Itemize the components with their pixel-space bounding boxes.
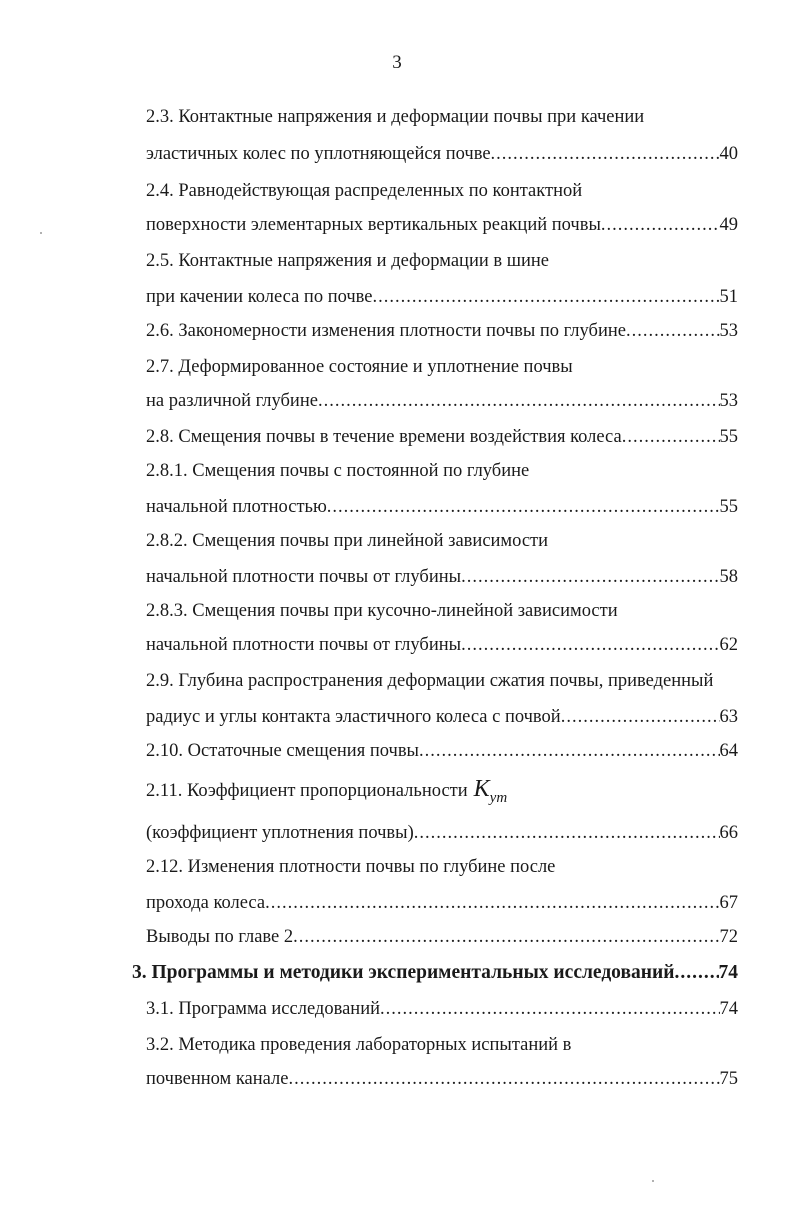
toc-entry-2-8 [146, 424, 738, 450]
toc-entry-text: Выводы по главе 2 [146, 927, 294, 947]
toc-entry-text: поверхности элементарных вертикальных реакций почвы [146, 215, 601, 235]
toc-page-number: 66 [719, 823, 738, 843]
toc-page-number: 74 [719, 999, 738, 1019]
scan-speck [40, 232, 42, 234]
dot-leader [327, 494, 720, 520]
symbol-subscript: ут [489, 789, 508, 806]
toc-entry-text: 2.8. Смещения почвы в течение времени воздействия колеса [146, 427, 622, 447]
toc-entry-2-3-title: 2.3. Контактные напряжения и деформации почвы при качении [146, 107, 645, 127]
dot-leader [491, 141, 720, 167]
toc-entry-text: 3.1. Программа исследований [146, 999, 380, 1019]
toc-page-number: 55 [719, 427, 738, 447]
toc-entry-2-9-title: 2.9. Глубина распространения деформации сжатия почвы, приведенный [146, 671, 714, 691]
toc-page-number: 49 [719, 215, 738, 235]
toc-entry-2-5-title: 2.5. Контактные напряжения и деформации в шине [146, 251, 549, 271]
toc-entry-2-8-2-title: 2.8.2. Смещения почвы при линейной зависимости [146, 531, 549, 551]
toc-entry-2-7-continuation [146, 388, 738, 414]
toc-entry-2-3-continuation [146, 141, 738, 167]
toc-entry-2-11-title [146, 772, 507, 806]
toc-entry-text: прохода колеса [146, 893, 266, 913]
toc-entry-conclusions-ch2 [146, 924, 738, 950]
toc-entry-3-2-title: 3.2. Методика проведения лабораторных испытаний в [146, 1035, 572, 1055]
toc-page-number: 63 [719, 707, 738, 727]
toc-page-number: 74 [718, 962, 738, 983]
toc-entry-text: почвенном канале [146, 1069, 289, 1089]
dot-leader [318, 388, 720, 414]
dot-leader [561, 704, 720, 730]
toc-page-number: 55 [719, 497, 738, 517]
scan-speck [652, 1180, 654, 1182]
k-yn-symbol [473, 776, 508, 806]
dot-leader [461, 632, 719, 658]
page-number: 3 [392, 52, 402, 73]
toc-entry-3-2-continuation [146, 1066, 738, 1092]
toc-entry-text: эластичных колес по уплотняющейся почве [146, 144, 491, 164]
dot-leader [288, 1066, 719, 1092]
toc-entry-2-11-continuation [146, 820, 738, 846]
toc-entry-2-8-2-continuation [146, 564, 738, 590]
dot-leader [674, 960, 718, 986]
toc-entry-text: начальной плотности почвы от глубины [146, 567, 462, 587]
dot-leader [373, 284, 720, 310]
dot-leader [293, 924, 719, 950]
toc-entry-2-6 [146, 318, 738, 344]
toc-entry-text: на различной глубине [146, 391, 318, 411]
toc-entry-text: 2.6. Закономерности изменения плотности почвы по глубине [146, 321, 626, 341]
dot-leader [414, 820, 720, 846]
dot-leader [265, 890, 719, 916]
dot-leader [622, 424, 720, 450]
dot-leader [380, 996, 720, 1022]
toc-entry-2-4-title: 2.4. Равнодействующая распределенных по контактной [146, 181, 583, 201]
toc-chapter-3 [132, 960, 738, 986]
toc-entry-text: 2.11. Коэффициент пропорциональности [146, 781, 468, 801]
toc-page-number: 75 [719, 1069, 738, 1089]
toc-entry-text: начальной плотности почвы от глубины [146, 635, 462, 655]
toc-entry-2-12-continuation [146, 890, 738, 916]
toc-entry-2-5-continuation [146, 284, 738, 310]
dot-leader [461, 564, 719, 590]
toc-page-number: 67 [719, 893, 738, 913]
toc-entry-2-10 [146, 738, 738, 764]
toc-entry-2-8-3-title: 2.8.3. Смещения почвы при кусочно-линейной зависимости [146, 601, 618, 621]
toc-page-number: 62 [719, 635, 738, 655]
toc-page-number: 53 [719, 321, 738, 341]
toc-entry-2-7-title: 2.7. Деформированное состояние и уплотнение почвы [146, 357, 573, 377]
toc-page-number: 64 [719, 741, 738, 761]
dot-leader [626, 318, 720, 344]
toc-entry-text: при качении колеса по почве [146, 287, 373, 307]
toc-entry-2-8-1-title: 2.8.1. Смещения почвы с постоянной по глубине [146, 461, 530, 481]
symbol-k: K [473, 776, 490, 802]
dot-leader [419, 738, 720, 764]
toc-entry-2-8-1-continuation [146, 494, 738, 520]
toc-entry-3-1 [146, 996, 738, 1022]
toc-entry-text: радиус и углы контакта эластичного колеса с почвой [146, 707, 561, 727]
toc-entry-text: начальной плотностью [146, 497, 327, 517]
toc-page-number: 40 [719, 144, 738, 164]
toc-entry-2-8-3-continuation [146, 632, 738, 658]
toc-page-number: 51 [719, 287, 738, 307]
toc-page-number: 58 [719, 567, 738, 587]
toc-page-number: 72 [719, 927, 738, 947]
toc-entry-2-4-continuation [146, 212, 738, 238]
toc-entry-2-9-continuation [146, 704, 738, 730]
dot-leader [601, 212, 720, 238]
toc-page-number: 53 [719, 391, 738, 411]
toc-chapter-title: 3. Программы и методики экспериментальных исследований [132, 962, 675, 983]
toc-entry-2-12-title: 2.12. Изменения плотности почвы по глубине после [146, 857, 556, 877]
toc-entry-text: 2.10. Остаточные смещения почвы [146, 741, 419, 761]
toc-entry-text: (коэффициент уплотнения почвы) [146, 823, 414, 843]
